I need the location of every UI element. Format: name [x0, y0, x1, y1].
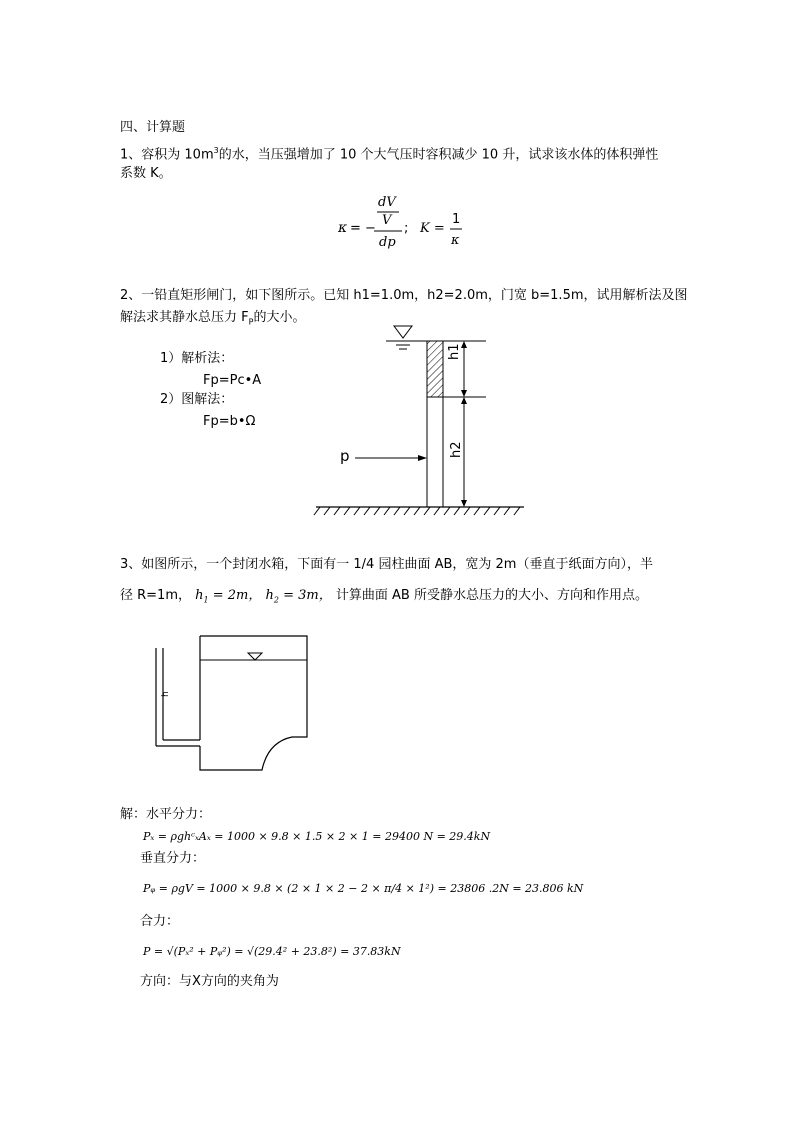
formula-den: dp: [379, 235, 396, 250]
solution-pz: Pᵩ = ρgV = 1000 × 9.8 × (2 × 1 × 2 − 2 × π/4 × 1²) = 23806 .2N = 23.806 kN: [143, 882, 584, 895]
label-h1: h1: [447, 343, 462, 360]
formula-one: 1: [452, 212, 461, 227]
solution-px: Pₓ = ρghᶜₓAₓ = 1000 × 9.8 × 1.5 × 2 × 1 = 29400 N = 29.4kN: [143, 830, 491, 843]
q1-text-b: 的水，当压强增加了 10 个大气压时容积减少 10 升，试求该水体的体积弹性: [218, 147, 659, 163]
q3-h2-val: = 3m，: [278, 588, 332, 603]
q3-h1: h: [195, 588, 204, 603]
label-h2: h2: [449, 441, 464, 458]
tank-diagram: [0, 0, 1, 1]
q3-h1-val: = 2m，: [208, 588, 262, 603]
q1-line1: [120, 142, 658, 163]
section-title: 四、计算题: [120, 120, 186, 135]
q3-h2: h: [265, 588, 274, 603]
solution-direction: 方向：与X方向的夹角为: [140, 974, 279, 989]
label-h-tank: h: [161, 691, 171, 697]
q1-text-a: 1、容积为 10m: [120, 147, 214, 163]
method-2-label: 2）图解法：: [160, 392, 234, 407]
q3-h1-sub: 1: [203, 595, 209, 605]
q3-line1: 3、如图所示，一个封闭水箱，下面有一 1/4 园柱曲面 AB，宽为 2m（垂直于纸面方向），半: [120, 557, 653, 572]
q2-text-b: 解法求其静水总压力 F: [120, 310, 249, 325]
formula-num-top: dV: [378, 195, 396, 210]
solution-title: 解：水平分力：: [120, 807, 212, 822]
method-1-label: 1）解析法：: [160, 351, 234, 366]
q1-line2: 系数 K。: [120, 166, 172, 181]
formula-sep: ;: [404, 221, 409, 236]
q3-line2: [120, 587, 648, 609]
q3-h2-sub: 2: [273, 595, 279, 605]
label-p: p: [340, 447, 350, 465]
method-1-formula: Fp=Pc•A: [203, 373, 262, 388]
q2-text-c: 的大小。: [253, 310, 306, 325]
q3-text-b2: 计算曲面 AB 所受静水总压力的大小、方向和作用点。: [335, 588, 648, 603]
solution-p: P = √(Pₓ² + Pᵩ²) = √(29.4² + 23.8²) = 37.83kN: [143, 945, 401, 958]
q2-line2: [120, 309, 305, 331]
q3-text-b1: 径 R=1m，: [120, 588, 191, 603]
solution-resultant-label: 合力：: [140, 914, 180, 929]
q1-superscript: 3: [213, 146, 219, 155]
formula-num-bottom: V: [382, 213, 392, 228]
q2-subscript: P: [248, 317, 254, 327]
formula-k-eq: K =: [420, 221, 445, 236]
formula-eq-minus: = −: [350, 221, 376, 236]
method-2-formula: Fp=b•Ω: [203, 414, 256, 429]
solution-vertical-label: 垂直分力：: [140, 851, 206, 866]
formula-kappa: κ: [338, 220, 348, 236]
formula-k-den: κ: [451, 233, 460, 248]
q2-line1: 2、一铅直矩形闸门，如下图所示。已知 h1=1.0m，h2=2.0m，门宽 b=1.5m，试用解析法及图: [120, 288, 688, 303]
